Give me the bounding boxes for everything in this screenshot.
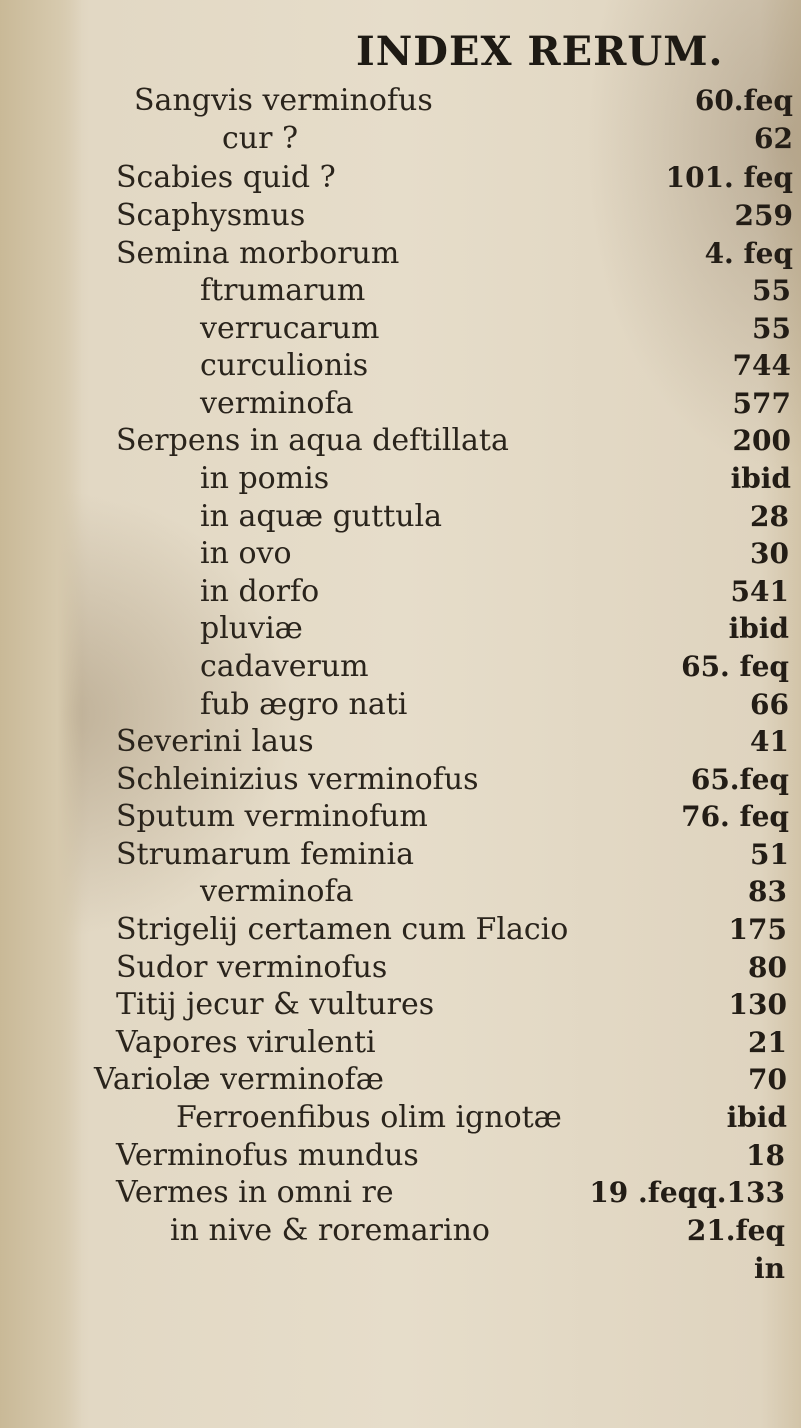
index-entry: Semina morborum (116, 236, 400, 271)
page-reference: 62 (754, 122, 793, 155)
index-entry: cadaverum (200, 649, 369, 684)
index-entry: Ferroenfibus olim ignotæ (176, 1100, 562, 1135)
index-entry: pluviæ (200, 611, 303, 646)
index-entry: in ovo (200, 536, 292, 571)
page-reference: 80 (748, 951, 787, 984)
index-entry: verminofa (200, 874, 354, 909)
index-entry: in pomis (200, 461, 330, 496)
index-entry: Vermes in omni re (116, 1175, 394, 1210)
page-reference: 21.feq (686, 1214, 785, 1247)
page-reference: 744 (732, 349, 791, 382)
page-reference: 101. feq (665, 161, 793, 194)
index-entry: Sputum verminofum (116, 799, 428, 834)
index-entry: Severini laus (116, 724, 314, 759)
page-reference: 66 (750, 688, 789, 721)
index-entry: Sangvis verminofus (134, 83, 433, 118)
page-reference: 83 (748, 875, 787, 908)
page-reference: 200 (732, 424, 791, 457)
page-reference: ibid (726, 1101, 787, 1134)
index-entry: Serpens in aqua deftillata (116, 423, 509, 458)
page-reference: ibid (730, 462, 791, 495)
index-entry: ftrumarum (200, 273, 366, 308)
page-header: INDEX RERUM. (356, 28, 724, 75)
page-reference: ibid (728, 612, 789, 645)
index-entry: Variolæ verminofæ (94, 1062, 384, 1097)
index-entry: in nive & roremarino (170, 1213, 490, 1248)
page-reference: 259 (734, 199, 793, 232)
page-reference: 65.feq (690, 763, 789, 796)
index-entry: Scaphysmus (116, 198, 306, 233)
index-entry: in aquæ guttula (200, 499, 443, 534)
index-entry: Schleinizius verminofus (116, 762, 479, 797)
page-reference: 55 (752, 312, 791, 345)
index-entry: fub ægro nati (200, 687, 408, 722)
page-reference: 21 (748, 1026, 787, 1059)
index-entry: verrucarum (200, 311, 380, 346)
index-entry: Strigelij certamen cum Flacio (116, 912, 569, 947)
page-reference: 41 (750, 725, 789, 758)
index-entry: Scabies quid ? (116, 160, 336, 195)
page-reference: 70 (748, 1063, 787, 1096)
page-reference: 175 (728, 913, 787, 946)
page-reference: in (754, 1252, 785, 1285)
index-entry: curculionis (200, 348, 369, 383)
index-entry: Verminofus mundus (116, 1138, 419, 1173)
page-reference: 60.feq (694, 84, 793, 117)
page-reference: 541 (730, 575, 789, 608)
index-entry: Sudor verminofus (116, 950, 388, 985)
index-entry: cur ? (222, 121, 299, 156)
index-entry: Strumarum feminia (116, 837, 414, 872)
page-reference: 30 (750, 537, 789, 570)
page-reference: 4. feq (704, 237, 793, 270)
index-entry: Vapores virulenti (116, 1025, 376, 1060)
page-reference: 55 (752, 274, 791, 307)
page-reference: 577 (732, 387, 791, 420)
page-reference: 28 (750, 500, 789, 533)
page-reference: 19 .feqq.133 (589, 1176, 785, 1209)
page-reference: 51 (750, 838, 789, 871)
page-reference: 130 (728, 988, 787, 1021)
page-reference: 76. feq (681, 800, 789, 833)
index-entry: Titij jecur & vultures (116, 987, 435, 1022)
page-reference: 65. feq (681, 650, 789, 683)
page-reference: 18 (746, 1139, 785, 1172)
index-entry: in dorfo (200, 574, 320, 609)
index-entry: verminofa (200, 386, 354, 421)
